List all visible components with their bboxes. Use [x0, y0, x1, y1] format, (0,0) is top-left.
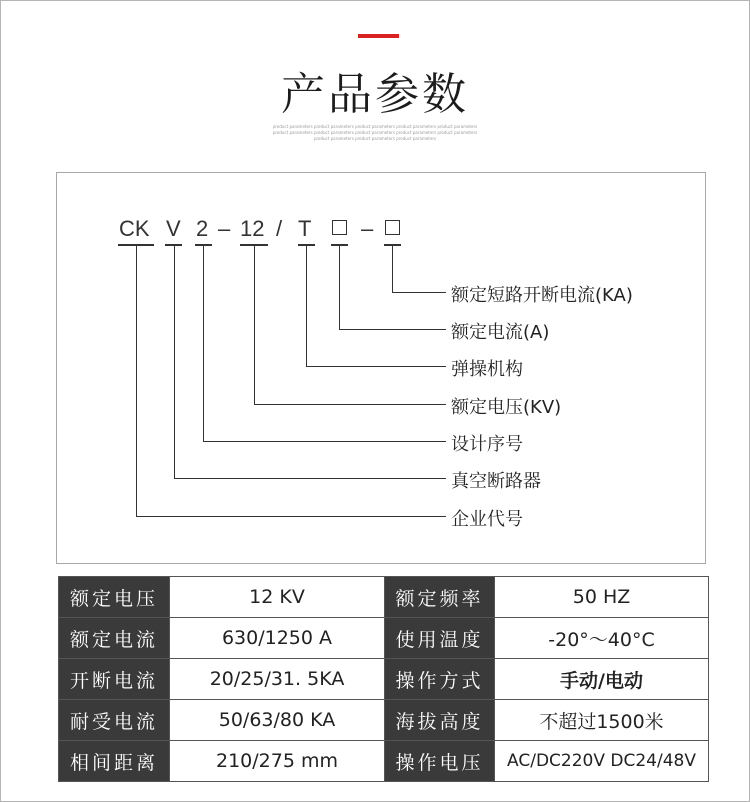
subtitle-line: product parameters product parameters product parameters: [313, 136, 437, 141]
subtitle-line: product parameters product parameters product parameters product parameters product parameters: [272, 130, 478, 135]
label-spring-mechanism: 弹操机构: [451, 359, 523, 380]
table-row: [59, 741, 709, 782]
table-row: [59, 659, 709, 700]
spec-label: 耐受电流: [59, 700, 170, 741]
code-box-current: [332, 220, 347, 235]
label-rated-voltage: 额定电压(KV): [451, 397, 562, 418]
spec-label: 相间距离: [59, 741, 170, 782]
label-rated-current: 额定电流(A): [451, 322, 550, 343]
leader-line: [174, 478, 446, 479]
code-box-breaking: [385, 220, 400, 235]
leader-line: [306, 245, 307, 366]
code-dash: –: [218, 216, 231, 241]
spec-label: 额定频率: [385, 577, 495, 618]
label-breaking-current: 额定短路开断电流(KA): [451, 285, 633, 306]
spec-value: 12 KV: [170, 577, 385, 618]
code-slash: /: [276, 216, 283, 241]
spec-value: 50 HZ: [495, 577, 709, 618]
leader-line: [392, 292, 446, 293]
spec-label: 额定电压: [59, 577, 170, 618]
table-row: [59, 618, 709, 659]
spec-value: 20/25/31. 5KA: [170, 659, 385, 700]
spec-value: AC/DC220V DC24/48V: [495, 741, 709, 782]
subtitle-fine-print: [200, 124, 550, 142]
spec-value: -20°～40°C: [495, 618, 709, 659]
spec-label: 海拔高度: [385, 700, 495, 741]
table-row: [59, 700, 709, 741]
leader-line: [339, 245, 340, 329]
subtitle-line: product parameters product parameters product parameters product parameters product parameters: [272, 124, 478, 129]
spec-value: 630/1250 A: [170, 618, 385, 659]
leader-line: [136, 245, 137, 516]
leader-line: [392, 245, 393, 292]
code-part-t: T: [298, 216, 312, 241]
label-vacuum-breaker: 真空断路器: [451, 471, 541, 492]
spec-value: 210/275 mm: [170, 741, 385, 782]
code-part-ck: CK: [119, 216, 150, 241]
title-accent-bar: [358, 34, 399, 38]
table-row: [59, 577, 709, 618]
code-dash: –: [361, 216, 374, 241]
leader-line: [254, 245, 255, 404]
label-company-code: 企业代号: [451, 509, 523, 530]
spec-value: 手动/电动: [495, 659, 709, 700]
page-title: 产品参数: [281, 69, 469, 120]
spec-label: 开断电流: [59, 659, 170, 700]
spec-label: 操作电压: [385, 741, 495, 782]
spec-label: 使用温度: [385, 618, 495, 659]
model-code-diagram: [56, 172, 706, 564]
leader-line: [254, 404, 446, 405]
spec-label: 操作方式: [385, 659, 495, 700]
leader-line: [203, 441, 446, 442]
code-part-v: V: [166, 216, 181, 241]
spec-label: 额定电流: [59, 618, 170, 659]
label-design-number: 设计序号: [451, 434, 523, 455]
leader-line: [136, 516, 446, 517]
leader-line: [306, 366, 446, 367]
leader-line: [339, 329, 446, 330]
spec-value: 不超过1500米: [495, 700, 709, 741]
spec-table: [58, 576, 709, 782]
code-part-design: 2: [196, 216, 209, 241]
leader-line: [203, 245, 204, 441]
spec-value: 50/63/80 KA: [170, 700, 385, 741]
leader-line: [174, 245, 175, 478]
code-part-voltage: 12: [240, 216, 265, 241]
